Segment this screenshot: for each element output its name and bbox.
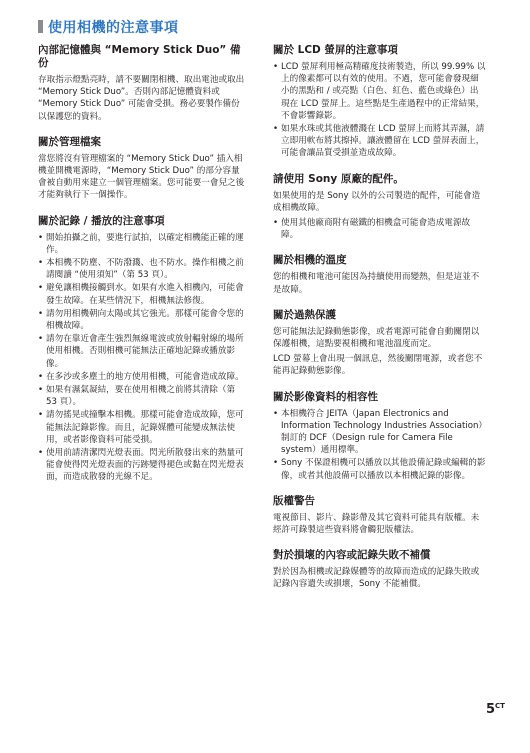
section-heading: 關於管理檔案	[38, 135, 101, 148]
bullet-item: • 本相機符合 JEITA（Japan Electronics and Information Technology Industries Association）制訂的 DCF（Design rule for Camera File system）通用標準。	[273, 408, 486, 457]
section-heading: 關於影像資料的相容性	[273, 390, 378, 403]
section	[38, 44, 246, 123]
bullet-item: • 本相機不防塵、不防潑濺、也不防水。操作相機之前請閱讀 “使用須知”（第 53 頁）。	[38, 257, 246, 281]
bullet-list	[38, 232, 246, 484]
section	[273, 173, 486, 242]
section	[38, 215, 246, 484]
bullet-item: • 請勿搖晃或撞擊本相機。那樣可能會造成故障，您可能無法記錄影像。而且，記錄媒體可能變成無法使用，或者影像資料可能受損。	[38, 409, 246, 446]
bullet-list	[273, 61, 486, 160]
bullet-item: • Sony 不保證相機可以播放以其他設備記錄或編輯的影像，或者其他設備可以播放以本相機記錄的影像。	[273, 457, 486, 481]
section-paragraph: 您的相機和電池可能因為持續使用而變熱，但是這並不是故障。	[273, 272, 480, 295]
section-heading: 關於記錄 / 播放的注意事項	[38, 214, 165, 227]
bullet-list	[273, 408, 486, 482]
section-heading: 請使用 Sony 原廠的配件。	[273, 172, 404, 185]
section-paragraph: 對於因為相機或記錄媒體等的故障而造成的記錄失敗或記錄內容遺失或損壞，Sony 不能補償。	[273, 567, 480, 590]
section-heading: 關於過熱保護	[273, 308, 336, 321]
section	[273, 254, 486, 295]
title-marker-bar	[38, 20, 43, 33]
section-heading: 關於相機的溫度	[273, 254, 347, 267]
section-heading: 內部記憶體與 “Memory Stick Duo” 備份	[38, 44, 241, 69]
bullet-item: • 在多沙或多塵土的地方使用相機，可能會造成故障。	[38, 371, 246, 383]
bullet-item: • LCD 螢屏利用極高精確度技術製造，所以 99.99% 以上的像素都可以有效的使用。不過，您可能會發現細小的黑點和 / 或亮點（白色、紅色、藍色或綠色）出現在 LCD 螢屏上。這些點是生產過程中的正常結果，不會影響錄影。	[273, 61, 486, 122]
section-paragraph: LCD 螢幕上會出現一個訊息，然後關閉電源，或者您不能再記錄動態影像。	[273, 354, 483, 377]
bullet-item: • 避免讓相機接觸到水。如果有水進入相機內，可能會發生故障。在某些情況下，相機無法修復。	[38, 282, 246, 306]
section	[273, 44, 486, 160]
section-paragraph: 當您將沒有管理檔案的 “Memory Stick Duo” 插入相機並開機電源時，“Memory Stick Duo” 的部分容量會被自動用來建立一個管理檔案。您可能要一會兒之後才能夠執行下一個操作。	[38, 153, 245, 201]
bullet-item: • 如果有濕氣凝結，要在使用相機之前將其清除（第 53 頁）。	[38, 384, 246, 408]
page-number-value: 5	[486, 702, 496, 717]
bullet-item: • 開始拍攝之前，要進行試拍，以確定相機能正確的運作。	[38, 232, 246, 256]
section-heading: 對於損壞的內容或記錄失敗不補償	[273, 549, 431, 562]
section-paragraph: 電視節目、影片、錄影帶及其它資料可能具有版權。未經許可錄製這些資料將會觸犯版權法。	[273, 512, 480, 536]
page-title	[38, 17, 179, 37]
bullet-item: • 如果水珠或其他液體濺在 LCD 螢屏上而將其弄濕，請立即用軟布將其擦掉。讓液體留在 LCD 螢屏表面上，可能會讓品質受損並造成故障。	[273, 123, 486, 160]
section	[273, 309, 486, 378]
section	[273, 549, 486, 590]
section-heading: 版權警告	[273, 494, 315, 507]
section-paragraph: 存取指示燈點亮時，請不要關閉相機、取出電池或取出 “Memory Stick Duo”。否則內部記憶體資料或 “Memory Stick Duo” 可能會受損。務必要製作備份以保護您的資料。	[38, 75, 245, 122]
section	[273, 495, 486, 536]
section-paragraph: 如果使用的是 Sony 以外的公司製造的配件，可能會造成相機故障。	[273, 190, 481, 213]
bullet-list	[273, 217, 486, 241]
section	[38, 136, 246, 202]
bullet-item: • 請勿在靠近會產生強烈無線電波或放射輻射線的場所使用相機。否則相機可能無法正確地記錄或播放影像。	[38, 333, 246, 370]
left-column	[38, 44, 246, 497]
bullet-item: • 使用前請清潔閃光燈表面。閃光所散發出來的熱量可能會使得閃光燈表面的污跡變得褪色或黏在閃光燈表面，而造成散發的光線不足。	[38, 447, 246, 484]
page-number	[486, 702, 505, 717]
bullet-item: • 請勿用相機朝向太陽或其它強光。那樣可能會令您的相機故障。	[38, 308, 246, 332]
bullet-item: • 使用其他廠商附有磁鐵的相機盒可能會造成電源故障。	[273, 217, 486, 241]
section-paragraph: 您可能無法記錄動態影像，或者電源可能會自動關閉以保護相機，這點要視相機和電池溫度而定。	[273, 326, 480, 350]
section	[273, 391, 486, 482]
section-heading: 關於 LCD 螢屏的注意事項	[273, 44, 398, 56]
page-title-text: 使用相機的注意事項	[48, 20, 179, 36]
page-number-suffix: CT	[495, 702, 505, 710]
right-column	[273, 44, 486, 604]
